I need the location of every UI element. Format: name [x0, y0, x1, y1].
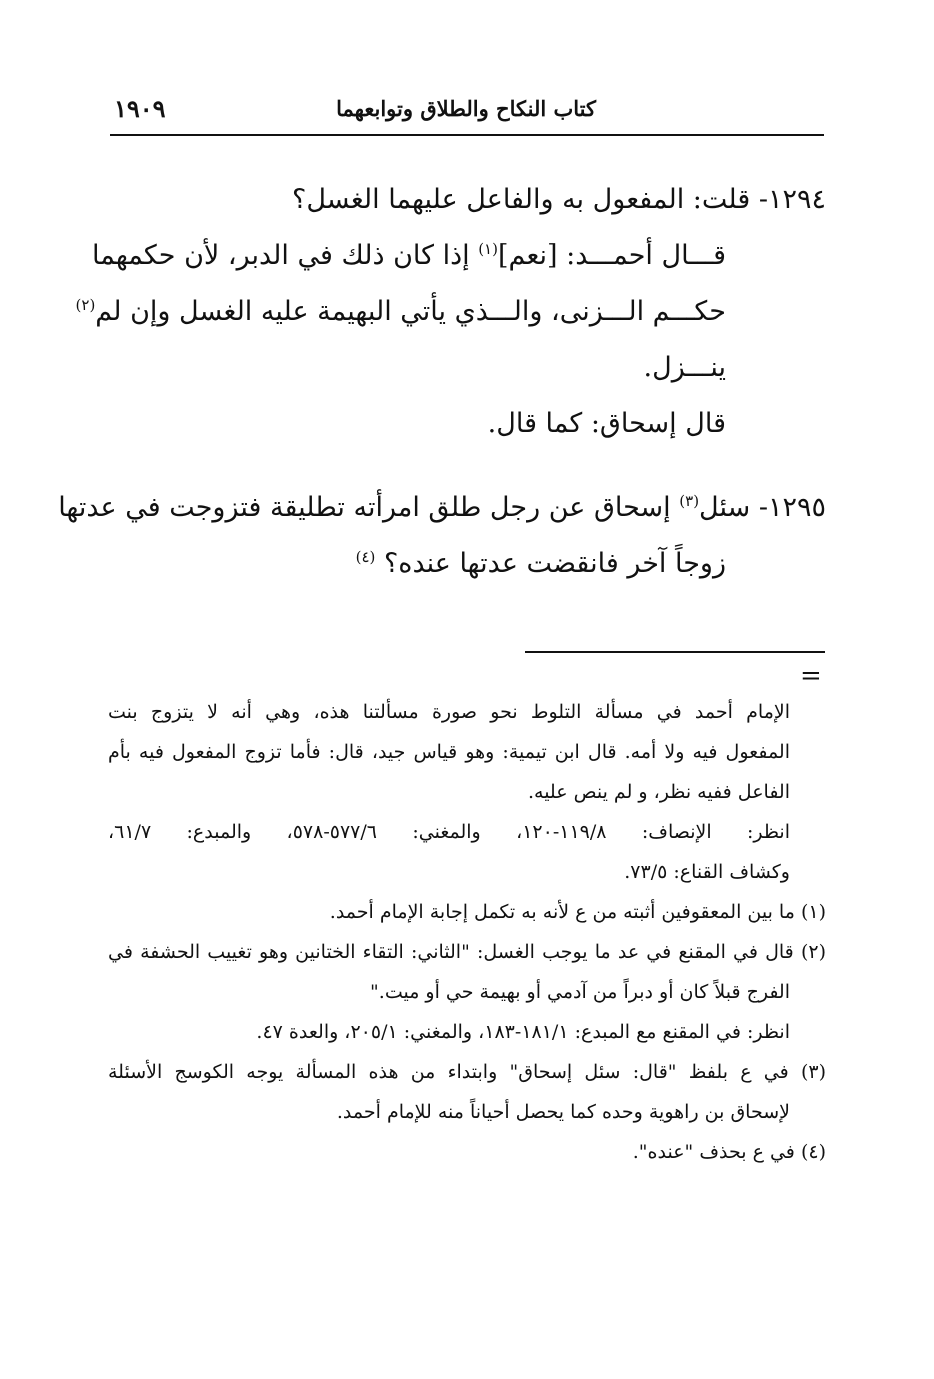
- answer-line-3: [108, 340, 826, 396]
- entry-question: إسحاق عن رجل طلق امرأته تطليقة فتزوجت في عدتها: [58, 492, 680, 523]
- footnote-3: [108, 1052, 826, 1092]
- entry-question: قلت: المفعول به والفاعل عليهما الغسل؟: [292, 184, 751, 215]
- footnote-ref-2: (٢): [75, 296, 96, 314]
- footnotes: [108, 692, 826, 1172]
- answer-text: قـــال أحمـــد: [نعم]: [497, 240, 726, 271]
- footnote-continuation-line: الفاعل ففيه نظر، و لم ينص عليه.: [527, 781, 790, 803]
- footnote-marker: (٢): [800, 941, 826, 963]
- main-text: [58, 172, 826, 592]
- footnote-2: [108, 932, 826, 972]
- footnote-text: قال في المقنع في عد ما يوجب الغسل: "الثاني: التقاء الختانين وهو تغييب الحشفة في: [108, 941, 794, 963]
- footnote-text: في ع بلفظ "قال: سئل إسحاق" وابتداء من هذه المسألة يوجه الكوسج الأسئلة: [108, 1061, 789, 1083]
- entry-question-line-2: [108, 536, 826, 592]
- footnote-2-line: الفرج قبلاً كان أو دبراً من آدمي أو بهيمة حي أو ميت.": [370, 981, 790, 1003]
- entry-1294: [75, 172, 826, 452]
- footnote-text: في ع بحذف "عنده".: [632, 1141, 795, 1163]
- footnote-text: ما بين المعقوفين أثبته من ع لأنه به تكمل إجابة الإمام أحمد.: [329, 901, 795, 923]
- footnote-marker: (٤): [800, 1141, 826, 1163]
- footnote-continuation-line: انظر: الإنصاف: ١١٩/٨-١٢٠، والمغني: ٥٧٧/٦-٥٧٨، والمبدع: ٦١/٧،: [108, 821, 791, 843]
- footnote-rule: [525, 651, 825, 653]
- footnote-4: [108, 1132, 826, 1172]
- continuation-marker: =: [800, 661, 822, 691]
- entry-number: ١٢٩٥-: [758, 492, 826, 523]
- entry-1295: [58, 480, 826, 592]
- footnote-continuation-line: وكشاف القناع: ٧٣/٥.: [624, 861, 790, 883]
- answer-line-1: [92, 228, 826, 284]
- footnote-marker: (٣): [800, 1061, 826, 1083]
- page-number: ١٩٠٩: [114, 94, 166, 123]
- footnote-ref-3: (٣): [679, 492, 700, 510]
- answer-text: ينـــزل.: [643, 352, 726, 383]
- entry-lead: سئل: [699, 492, 751, 523]
- footnote-marker: (١): [800, 901, 826, 923]
- answer-text: قال إسحاق: كما قال.: [487, 408, 726, 439]
- footnote-continuation-line: المفعول فيه ولا أمه. قال ابن تيمية: وهو قياس جيد، قال: فأما تزوج المفعول فيه بأم: [108, 741, 790, 763]
- entry-question-line: [108, 172, 826, 228]
- footnote-3-line: لإسحاق بن راهوية وحده كما يحصل أحياناً منه للإمام أحمد.: [336, 1101, 790, 1123]
- answer-line-4: [108, 396, 826, 452]
- footnote-1: [108, 892, 826, 932]
- answer-line-2: [75, 284, 826, 340]
- running-title: كتاب النكاح والطلاق وتوابعهما: [336, 96, 596, 121]
- page-header: [112, 96, 824, 136]
- entry-question-line: [58, 480, 826, 536]
- entry-question: زوجاً آخر فانقضت عدتها عنده؟: [383, 548, 726, 579]
- header-rule: [110, 134, 824, 136]
- footnote-continuation-line: الإمام أحمد في مسألة التلوط نحو صورة مسألتنا هذه، وهي أنه لا يتزوج بنت: [108, 701, 790, 723]
- answer-text: إذا كان ذلك في الدبر، لأن حكمهما: [92, 240, 479, 271]
- footnote-2-line: انظر: في المقنع مع المبدع: ١٨١/١-١٨٣، والمغني: ٢٠٥/١، والعدة ٤٧.: [256, 1021, 790, 1043]
- footnote-ref-1: (١): [478, 240, 498, 258]
- entry-number: ١٢٩٤-: [758, 184, 826, 215]
- footnote-ref-4: (٤): [355, 548, 376, 566]
- answer-text: حكـــم الـــزنى، والـــذي يأتي البهيمة عليه الغسل وإن لم: [95, 296, 726, 327]
